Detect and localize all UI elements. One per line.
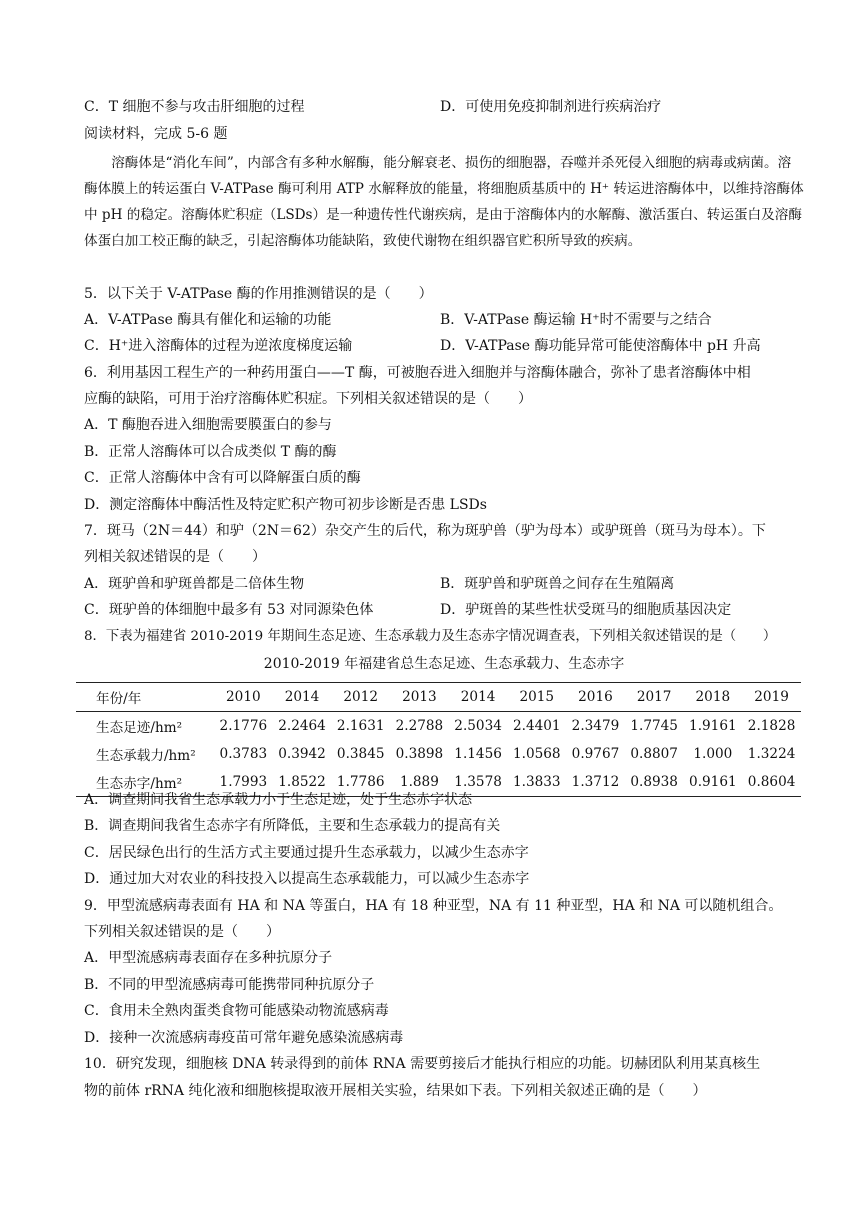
- q7-option-d: D．驴斑兽的某些性状受斑马的细胞质基因决定: [440, 602, 732, 618]
- table-cell: 0.3942: [278, 746, 326, 762]
- q8-option-b: B．调查期间我省生态赤字有所降低，主要和生态承载力的提高有关: [84, 818, 501, 834]
- table-cell: 1.3224: [747, 746, 796, 762]
- q5-option-b: B．V-ATPase 酶运输 H⁺时不需要与之结合: [440, 312, 712, 328]
- q6-option-c: C．正常人溶酶体中含有可以降解蛋白质的酶: [84, 470, 361, 486]
- table-cell: 1.9161: [689, 718, 737, 734]
- q9-option-b: B．不同的甲型流感病毒可能携带同种抗原分子: [84, 977, 375, 993]
- table-cell: 2.2464: [278, 718, 326, 734]
- table-title: 2010-2019 年福建省总生态足迹、生态承载力、生态赤字: [263, 656, 625, 672]
- q9-option-c: C．食用未全熟肉蛋类食物可能感染动物流感病毒: [84, 1003, 389, 1019]
- header-year: 2010: [214, 683, 273, 712]
- reading-passage: [84, 150, 804, 254]
- table-row: [76, 712, 801, 741]
- table-cell: 0.3845: [336, 746, 385, 762]
- table-cell: 0.8938: [625, 768, 684, 797]
- header-year: 2015: [507, 683, 566, 712]
- q7-option-c: C．斑驴兽的体细胞中最多有 53 对同源染色体: [84, 602, 374, 618]
- q6-option-d: D．测定溶酶体中酶活性及特定贮积产物可初步诊断是否患 LSDs: [84, 497, 487, 513]
- table-cell: 1.8522: [273, 768, 332, 797]
- q9-option-a: A．甲型流感病毒表面存在多种抗原分子: [84, 950, 333, 966]
- header-year: 2018: [684, 683, 743, 712]
- header-year: 2019: [742, 683, 801, 712]
- q7-option-b: B．斑驴兽和驴斑兽之间存在生殖隔离: [440, 576, 675, 592]
- q8-option-c: C．居民绿色出行的生活方式主要通过提升生态承载力，以减少生态赤字: [84, 845, 529, 861]
- header-year: 2017: [625, 683, 684, 712]
- table-row: [76, 740, 801, 768]
- table-cell: 0.9161: [684, 768, 743, 797]
- table-cell: 1.889: [390, 768, 449, 797]
- table-cell: 2.1631: [336, 718, 385, 734]
- header-year: 2016: [566, 683, 625, 712]
- table-cell: 0.3783: [219, 746, 268, 762]
- q9-stem-line2: 下列相关叙述错误的是（ ）: [84, 924, 280, 940]
- table-cell: 0.3898: [395, 746, 444, 762]
- table-cell: 1.7993: [214, 768, 273, 797]
- q8-stem: 8．下表为福建省 2010-2019 年期间生态足迹、生态承载力及生态赤字情况调查表，下列相关叙述错误的是（ ）: [84, 629, 777, 644]
- q6-option-b: B．正常人溶酶体可以合成类似 T 酶的酶: [84, 444, 337, 460]
- q5-option-d: D．V-ATPase 酶功能异常可能使溶酶体中 pH 升高: [440, 338, 761, 354]
- table-cell: 2.4401: [512, 718, 561, 734]
- table-cell: 0.9767: [571, 746, 620, 762]
- q5-option-a: A．V-ATPase 酶具有催化和运输的功能: [84, 312, 332, 328]
- table-cell: 2.3479: [571, 718, 620, 734]
- q10-stem-line1: 10．研究发现，细胞核 DNA 转录得到的前体 RNA 需要剪接后才能执行相应的功能。切赫团队利用某真核生: [84, 1056, 761, 1072]
- q4-option-c: C．T 细胞不参与攻击肝细胞的过程: [84, 99, 305, 115]
- row-label: 生态承载力/hm²: [96, 748, 196, 764]
- q7-stem-line2: 列相关叙述错误的是（ ）: [84, 549, 266, 565]
- table-cell: 0.8807: [630, 746, 678, 762]
- table-cell: 1.7745: [630, 718, 678, 734]
- table-cell: 1.0568: [512, 746, 561, 762]
- header-year: 2014: [449, 683, 508, 712]
- table-cell: 0.8604: [742, 768, 801, 797]
- q8-option-a: A．调查期间我省生态承载力小于生态足迹，处于生态赤字状态: [84, 792, 473, 808]
- header-year: 2012: [331, 683, 390, 712]
- q8-option-d: D．通过加大对农业的科技投入以提高生态承载能力，可以减少生态赤字: [84, 871, 530, 887]
- q9-stem-line1: 9．甲型流感病毒表面有 HA 和 NA 等蛋白，HA 有 18 种亚型，NA 有 11 种亚型，HA 和 NA 可以随机组合。: [84, 898, 783, 914]
- table-cell: 1.3578: [449, 768, 508, 797]
- q7-option-a: A．斑驴兽和驴斑兽都是二倍体生物: [84, 576, 305, 592]
- table-header-row: [76, 683, 801, 712]
- header-year: 2014: [273, 683, 332, 712]
- q9-option-d: D．接种一次流感病毒疫苗可常年避免感染流感病毒: [84, 1030, 404, 1046]
- table-cell: 1.3833: [507, 768, 566, 797]
- table-cell: 1.1456: [454, 746, 502, 762]
- table-cell: 1.000: [693, 746, 733, 762]
- table-cell: 1.3712: [566, 768, 625, 797]
- q6-stem-line1: 6．利用基因工程生产的一种药用蛋白——T 酶，可被胞吞进入细胞并与溶酶体融合，弥补了患者溶酶体中相: [84, 365, 751, 381]
- eco-data-table: [76, 682, 801, 797]
- q5-stem: 5．以下关于 V-ATPase 酶的作用推测错误的是（ ）: [84, 286, 433, 302]
- passage-text: 溶酶体是“消化车间”，内部含有多种水解酶，能分解衰老、损伤的细胞器，吞噬并杀死侵入细胞的病毒或病菌。溶酶体膜上的转运蛋白 V-ATPase 酶可利用 ATP 水解释放的能量，将细胞质基质中的 H⁺ 转运进溶酶体中，以维持溶酶体中 pH 的稳定。溶酶体贮积症（LSDs）是一种遗传性代谢疾病，是由于溶酶体内的水解酶、激活蛋白、转运蛋白及溶酶体蛋白加工校正酶的缺乏，引起溶酶体功能缺陷，致使代谢物在组织器官贮积所导致的疾病。: [84, 155, 804, 249]
- row-label: 生态足迹/hm²: [96, 720, 183, 736]
- table-cell: 2.2788: [395, 718, 444, 734]
- table-cell: 1.7786: [331, 768, 390, 797]
- reading-intro: 阅读材料，完成 5-6 题: [84, 126, 228, 142]
- q10-stem-line2: 物的前体 rRNA 纯化液和细胞核提取液开展相关实验，结果如下表。下列相关叙述正确的是（ ）: [84, 1083, 707, 1099]
- table-cell: 2.5034: [454, 718, 502, 734]
- q5-option-c: C．H⁺进入溶酶体的过程为逆浓度梯度运输: [84, 338, 353, 354]
- q6-stem-line2: 应酶的缺陷，可用于治疗溶酶体贮积症。下列相关叙述错误的是（ ）: [84, 391, 532, 407]
- q4-option-d: D．可使用免疫抑制剂进行疾病治疗: [440, 99, 662, 115]
- q7-stem-line1: 7．斑马（2N＝44）和驴（2N＝62）杂交产生的后代，称为斑驴兽（驴为母本）或驴斑兽（斑马为母本）。下: [84, 523, 766, 539]
- row-label: 生态赤字/hm²: [76, 768, 214, 797]
- header-year-label: 年份/年: [76, 683, 214, 712]
- table-cell: 2.1776: [219, 718, 268, 734]
- table-cell: 2.1828: [747, 718, 796, 734]
- header-year: 2013: [390, 683, 449, 712]
- q6-option-a: A．T 酶胞吞进入细胞需要膜蛋白的参与: [84, 417, 332, 433]
